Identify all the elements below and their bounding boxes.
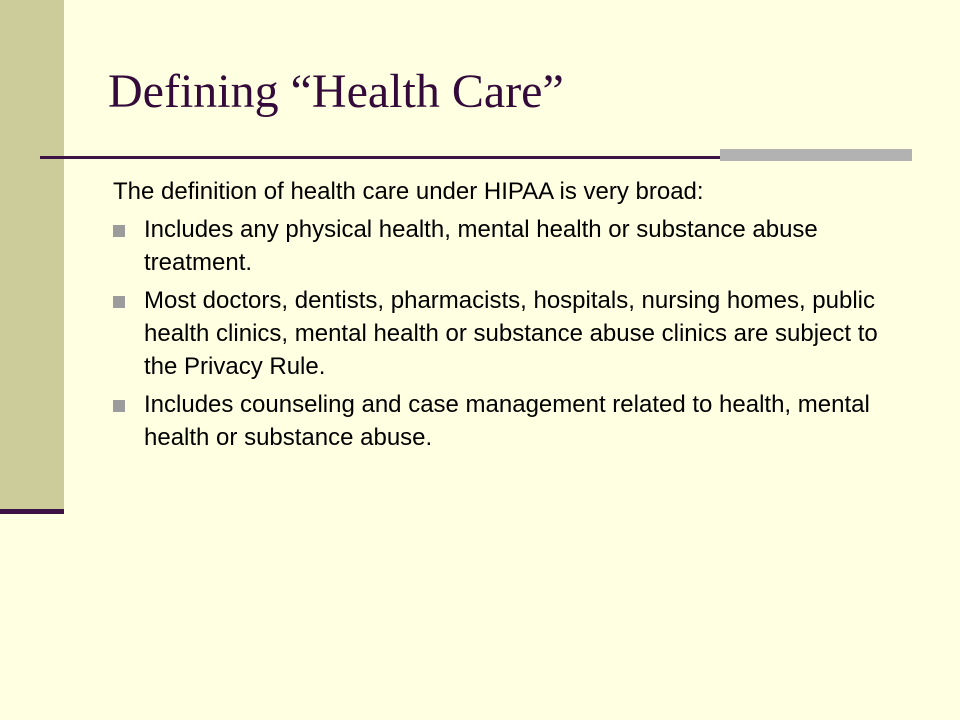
square-bullet-icon (113, 225, 125, 237)
square-bullet-icon (113, 296, 125, 308)
slide-title: Defining “Health Care” (108, 65, 564, 118)
bullet-item (113, 213, 913, 279)
intro-text: The definition of health care under HIPAA is very broad: (113, 178, 704, 205)
left-bar-underline (0, 509, 64, 514)
bullet-text: Includes any physical health, mental health or substance abuse treatment. (144, 216, 818, 276)
bullet-item (113, 284, 913, 383)
slide-body (113, 175, 913, 459)
bullet-text: Includes counseling and case management related to health, mental health or substance abuse. (144, 391, 870, 451)
title-divider-accent (720, 149, 912, 161)
bullet-item (113, 388, 913, 454)
bullet-text: Most doctors, dentists, pharmacists, hospitals, nursing homes, public health clinics, mental health or substance abuse clinics are subject to the Privacy Rule. (144, 287, 878, 380)
bullet-list (113, 213, 913, 454)
square-bullet-icon (113, 400, 125, 412)
left-decorative-bar (0, 0, 64, 510)
